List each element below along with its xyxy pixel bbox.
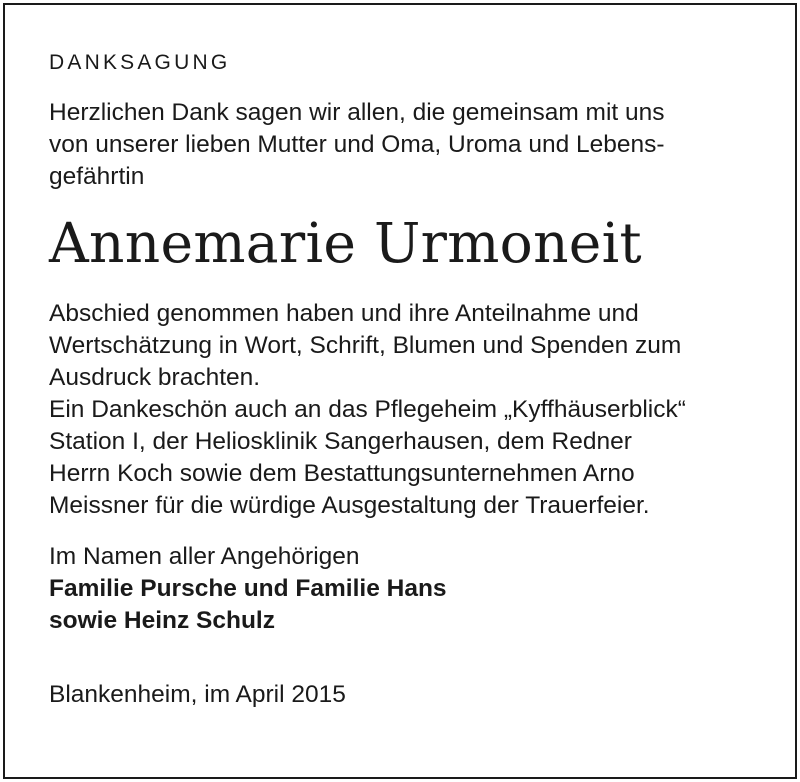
body-line: Herrn Koch sowie dem Bestattungsunternehmen Arno xyxy=(49,460,635,487)
deceased-name: Annemarie Urmoneit xyxy=(49,211,642,275)
body-paragraph xyxy=(49,298,769,522)
family-line: sowie Heinz Schulz xyxy=(49,607,275,634)
spacer xyxy=(49,637,769,679)
body-line: Station I, der Heliosklinik Sangerhausen, dem Redner xyxy=(49,428,632,455)
family-line: Familie Pursche und Familie Hans xyxy=(49,575,447,602)
body-line: Ausdruck brachten. xyxy=(49,364,261,391)
notice-heading: DANKSAGUNG xyxy=(49,51,231,74)
intro-line: Herzlichen Dank sagen wir allen, die gemeinsam mit uns xyxy=(49,99,665,126)
signoff-line: Im Namen aller Angehörigen xyxy=(49,543,360,570)
place-date-block xyxy=(49,679,769,711)
spacer xyxy=(49,522,769,541)
body-line: Ein Dankeschön auch an das Pflegeheim „Kyffhäuserblick“ xyxy=(49,396,686,423)
body-line: Abschied genommen haben und ihre Anteilnahme und xyxy=(49,300,639,327)
intro-line: gefährtin xyxy=(49,163,145,190)
body-line: Meissner für die würdige Ausgestaltung der Trauerfeier. xyxy=(49,492,650,519)
signoff-block xyxy=(49,541,769,637)
intro-line: von unserer lieben Mutter und Oma, Uroma und Lebens- xyxy=(49,131,665,158)
notice-frame xyxy=(3,3,797,779)
notice-content xyxy=(49,49,769,711)
place-date: Blankenheim, im April 2015 xyxy=(49,681,346,708)
intro-paragraph xyxy=(49,97,769,193)
body-line: Wertschätzung in Wort, Schrift, Blumen und Spenden zum xyxy=(49,332,682,359)
